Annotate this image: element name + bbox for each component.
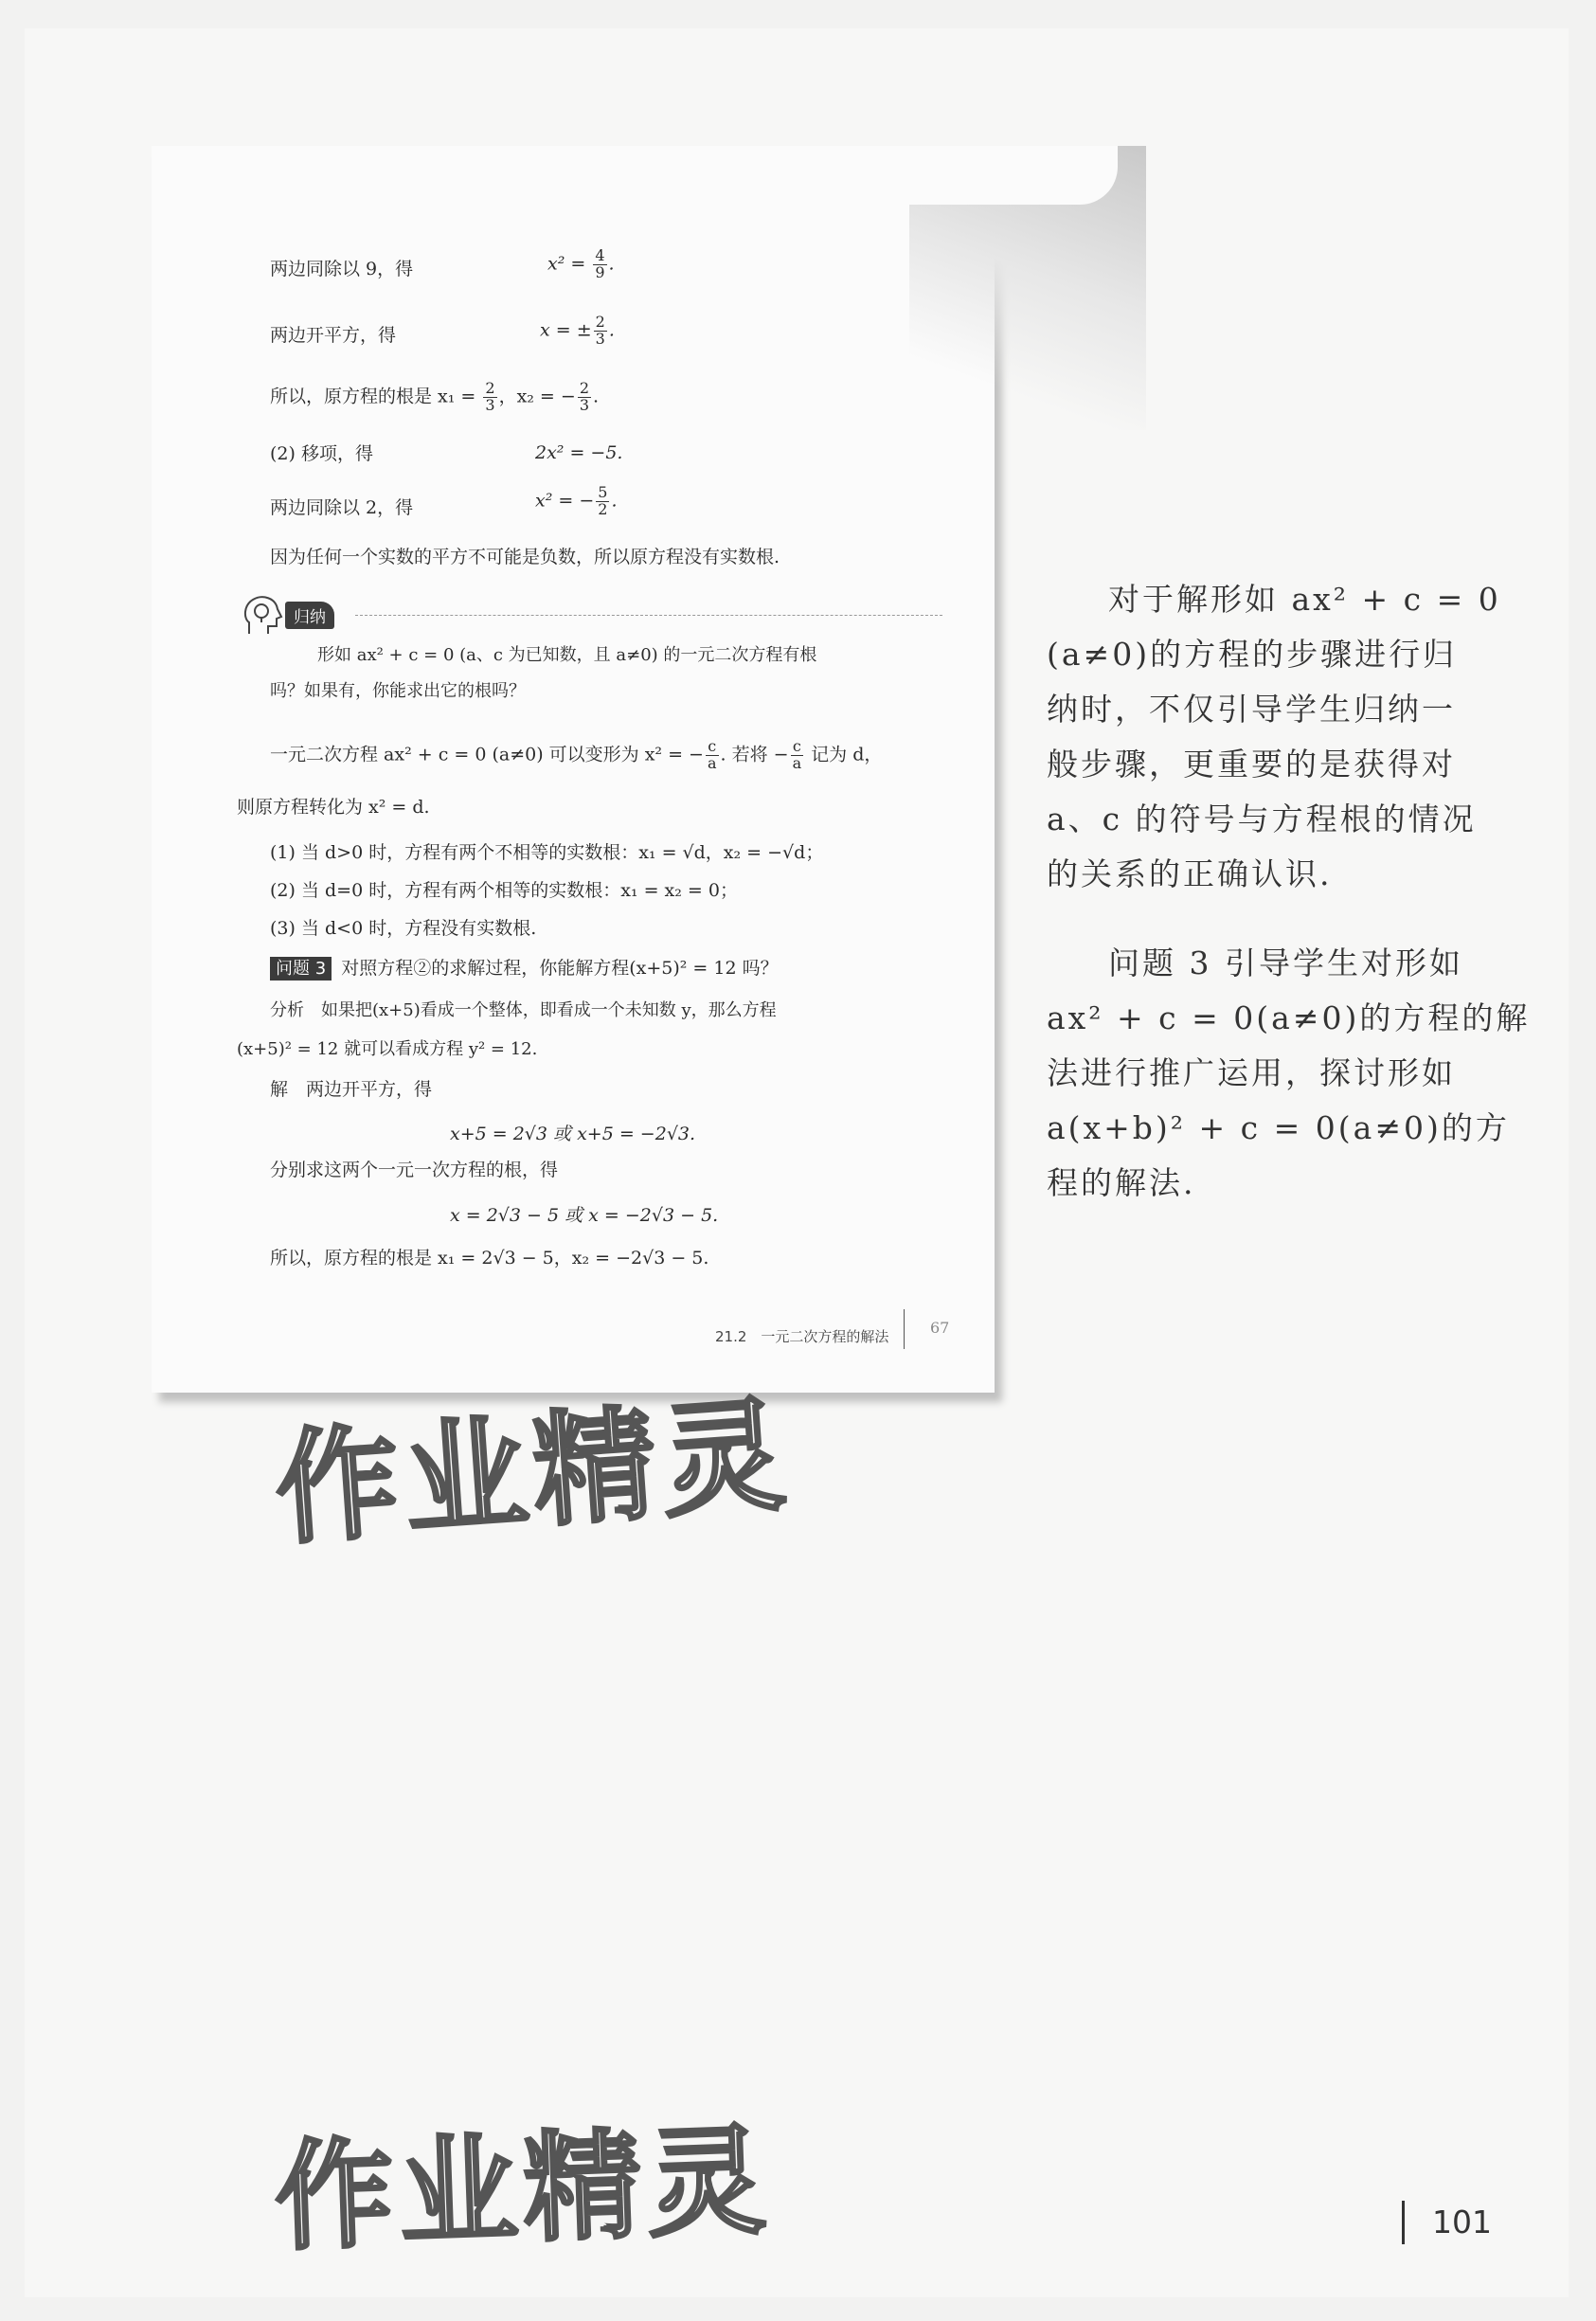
note-line-11: 程的解法. (1047, 1164, 1196, 1201)
lightbulb-head-icon (242, 592, 283, 638)
problem-3-line: 问题 3 对照方程②的求解过程，你能解方程(x+5)² = 12 吗？ (270, 957, 779, 981)
solution-equation-1: x+5 = 2√3 或 x+5 = −2√3. (450, 1124, 696, 1144)
step-divide-2: 两边同除以 2，得 (270, 497, 414, 518)
step-square-root: 两边开平方，得 (270, 325, 397, 346)
case-d-zero: (2) 当 d=0 时，方程有两个相等的实数根：x₁ = x₂ = 0； (270, 880, 738, 901)
page-number-divider (1402, 2201, 1405, 2244)
inset-page-number: 67 (930, 1319, 950, 1337)
equation-2x2-neg5: 2x² = −5. (535, 442, 623, 463)
note-line-9: 法进行推广运用，探讨形如 (1047, 1054, 1456, 1091)
equation-x-pm-2-3: x = ± $\frac{2}{3}$ . (540, 313, 615, 348)
analysis-line-1: 分析 如果把(x+5)看成一个整体，即看成一个未知数 y，那么方程 (270, 1000, 777, 1020)
transform-paragraph-line-1: 一元二次方程 ax² + c = 0 (a≠0) 可以变形为 x² = − $\frac{c}{a}$ . 若将 − $\frac{c}{a}$ 记为 d， (270, 737, 883, 772)
summary-header (242, 592, 942, 630)
note-line-2: (a≠0)的方程的步骤进行归 (1047, 636, 1458, 673)
summary-question-line-1: 形如 ax² + c = 0 (a、c 为已知数，且 a≠0) 的一元二次方程有根 (317, 645, 817, 665)
page-number: 101 (1432, 2204, 1492, 2240)
roots-line-1: 所以，原方程的根是 x₁ = $\frac{2}{3}$ ，x₂ = − $\frac{2}{3}$ . (270, 379, 600, 414)
note-line-10: a(x+b)² + c = 0(a≠0)的方 (1047, 1109, 1510, 1146)
watermark-top: 作业精灵 (271, 1382, 796, 1562)
equation-x2-4-9: x² = $\frac{4}{9}$ . (547, 246, 615, 281)
summary-badge: 归纳 (285, 602, 334, 629)
problem-3-badge: 问题 3 (270, 957, 332, 981)
note-line-3: 纳时，不仅引导学生归纳一 (1047, 691, 1456, 728)
inset-footer-section: 21.2 一元二次方程的解法 (715, 1328, 889, 1345)
watermark-bottom: 作业精灵 (273, 2112, 774, 2268)
step-divide-9: 两边同除以 9，得 (270, 259, 414, 279)
equation-x2-neg-5-2: x² = − $\frac{5}{2}$ . (535, 483, 618, 518)
case-d-negative: (3) 当 d<0 时，方程没有实数根. (270, 918, 537, 939)
inset-footer-divider (904, 1309, 905, 1349)
case-d-positive: (1) 当 d>0 时，方程有两个不相等的实数根：x₁ = √d，x₂ = −√d； (270, 842, 824, 863)
step-move-terms: (2) 移项，得 (270, 443, 373, 464)
note-line-7: 问题 3 引导学生对形如 (1108, 945, 1463, 981)
note-line-1: 对于解形如 ax² + c = 0 (1108, 581, 1501, 618)
summary-divider (355, 615, 942, 616)
note-line-8: ax² + c = 0(a≠0)的方程的解 (1047, 999, 1531, 1036)
starfield-corner-decoration (909, 146, 1146, 430)
analysis-line-2: (x+5)² = 12 就可以看成方程 y² = 12. (237, 1039, 538, 1059)
no-real-root-statement: 因为任何一个实数的平方不可能是负数，所以原方程没有实数根. (270, 547, 780, 567)
solution-roots: 所以，原方程的根是 x₁ = 2√3 − 5，x₂ = −2√3 − 5. (270, 1248, 709, 1268)
solution-step-2: 分别求这两个一元一次方程的根，得 (270, 1160, 559, 1180)
note-line-6: 的关系的正确认识. (1047, 855, 1333, 892)
summary-question-line-2: 吗？如果有，你能求出它的根吗？ (270, 681, 526, 701)
note-line-4: 般步骤，更重要的是获得对 (1047, 746, 1456, 783)
transform-paragraph-line-2: 则原方程转化为 x² = d. (237, 797, 430, 818)
note-line-5: a、c 的符号与方程根的情况 (1047, 801, 1477, 837)
solution-equation-2: x = 2√3 − 5 或 x = −2√3 − 5. (450, 1205, 719, 1226)
solution-step-1: 解 两边开平方，得 (270, 1079, 433, 1100)
